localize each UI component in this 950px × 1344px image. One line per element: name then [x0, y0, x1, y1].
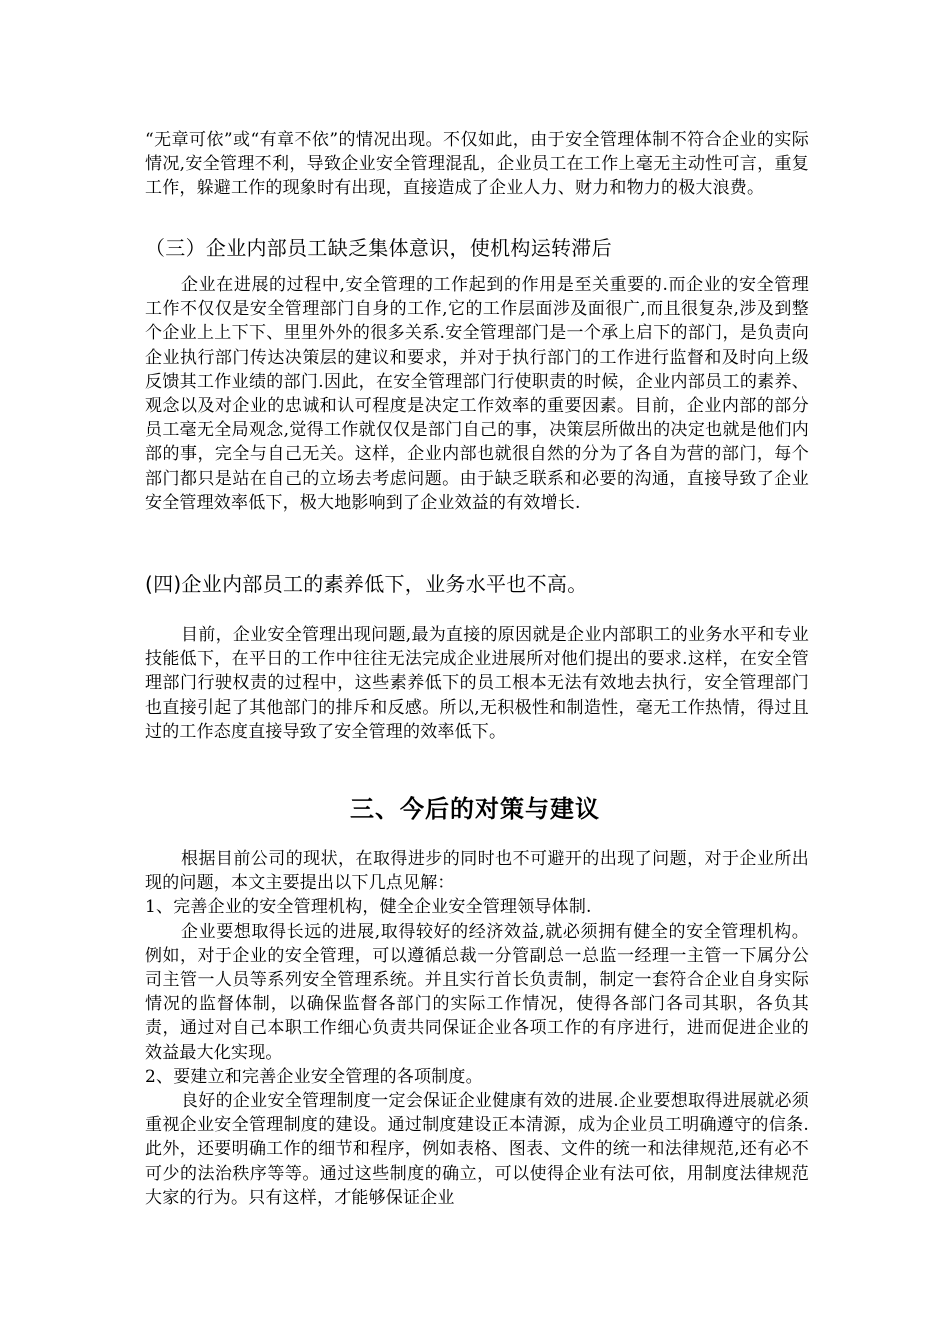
- body-paragraph: 企业要想取得长远的进展,取得较好的经济效益,就必须拥有健全的安全管理机构。例如，对于企业的安全管理，可以遵循总裁一分管副总一总监一经理一主管一下属分公司主管一人员等系列安全管理系统。并且实行首长负责制，制定一套符合企业自身实际情况的监督体制，以确保监督各部门的实际工作情况，使得各部门各司其职，各负其责，通过对自己本职工作细心负责共同保证企业各项工作的有序进行，进而促进企业的效益最大化实现。: [145, 921, 809, 1063]
- section-heading-4: [145, 570, 809, 598]
- body-paragraph: 良好的企业安全管理制度一定会保证企业健康有效的进展.企业要想取得进展就必须重视企业安全管理制度的建设。通过制度建设正本清源，成为企业员工明确遵守的信条.此外，还要明确工作的细节和程序，例如表格、图表、文件的统一和法律规范,还有必不可少的法治秩序等等。通过这些制度的确立，可以使得企业有法可依，用制度法律规范大家的行为。只有这样，才能够保证企业: [145, 1091, 809, 1208]
- body-paragraph: 企业在进展的过程中,安全管理的工作起到的作用是至关重要的.而企业的安全管理工作不仅仅是安全管理部门自身的工作,它的工作层面涉及面很广,而且很复杂,涉及到整个企业上上下下、里里外外的很多关系.安全管理部门是一个承上启下的部门，是负责向企业执行部门传达决策层的建议和要求，并对于执行部门的工作进行监督和及时向上级反馈其工作业绩的部门.因此，在安全管理部门行使职责的时候，企业内部员工的素养、观念以及对企业的忠诚和认可程度是决定工作效率的重要因素。目前，企业内部的部分员工毫无全局观念,觉得工作就仅仅是部门自己的事，决策层所做出的决定也就是他们内部的事，完全与自己无关。这样，企业内部也就很自然的分为了各自为营的部门，每个部门都只是站在自己的立场去考虑问题。由于缺乏联系和必要的沟通，直接导致了企业安全管理效率低下，极大地影响到了企业效益的有效增长.: [145, 275, 809, 513]
- body-paragraph: “无章可依”或“有章不依”的情况出现。不仅如此，由于安全管理体制不符合企业的实际情况,安全管理不利，导致企业安全管理混乱，企业员工在工作上毫无主动性可言，重复工作，躲避工作的现象时有出现，直接造成了企业人力、财力和物力的极大浪费。: [145, 130, 809, 199]
- list-item: 2、要建立和完善企业安全管理的各项制度。: [145, 1066, 483, 1087]
- body-paragraph: 根据目前公司的现状，在取得进步的同时也不可避开的出现了问题，对于企业所出现的问题，本文主要提出以下几点见解：: [145, 849, 809, 894]
- paragraph-continuation: [145, 128, 809, 201]
- list-item: 1、完善企业的安全管理机构，健全企业安全管理领导体制.: [145, 897, 592, 918]
- subheading: (四)企业内部员工的素养低下，业务水平也不高。: [145, 572, 588, 596]
- paragraph-block: [145, 273, 809, 515]
- chapter-heading: 三、今后的对策与建议: [350, 795, 600, 823]
- paragraph-block: [145, 847, 809, 1210]
- body-paragraph: 目前，企业安全管理出现问题,最为直接的原因就是企业内部职工的业务水平和专业技能低下，在平日的工作中往往无法完成企业进展所对他们提出的要求.这样，在安全管理部门行驶权责的过程中，这些素养低下的员工根本无法有效地去执行，安全管理部门也直接引起了其他部门的排斥和反感。所以,无积极性和制造性，毫无工作热情，得过且过的工作态度直接导致了安全管理的效率低下。: [145, 625, 809, 742]
- section-heading-3: [145, 234, 809, 262]
- paragraph-block: [145, 623, 809, 744]
- subheading: （三）企业内部员工缺乏集体意识，使机构运转滞后: [145, 236, 612, 260]
